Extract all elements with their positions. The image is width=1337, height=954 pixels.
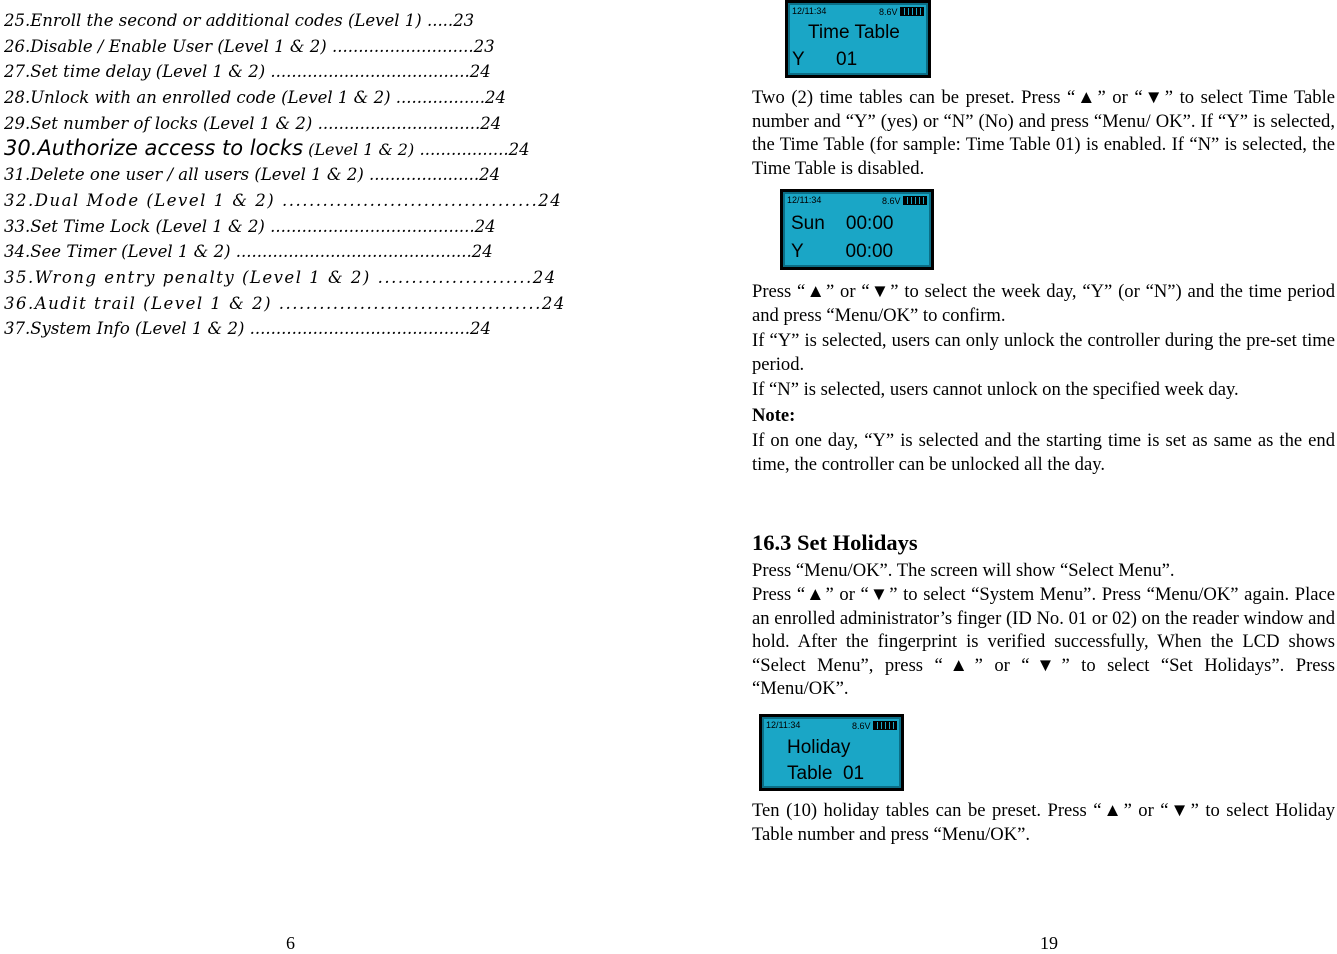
lcd-screen-week-day [780, 189, 934, 270]
lcd-screen-holiday [759, 714, 904, 791]
lcd-line-1: Time Table [808, 22, 900, 43]
table-of-contents [4, 8, 604, 342]
lcd-screen-time-table [785, 0, 931, 78]
lcd-time: 12/11:34 [792, 6, 827, 16]
lcd-status-bar [787, 195, 927, 206]
toc-entry: 31.Delete one user / all users (Level 1 & 2) .....................24 [4, 165, 501, 185]
paragraph: Press “Menu/OK”. The screen will show “Select Menu”. [752, 560, 1175, 581]
toc-entry: 34.See Timer (Level 1 & 2) .............................................24 [4, 242, 493, 262]
lcd-status-bar [766, 720, 897, 731]
toc-entry: 26.Disable / Enable User (Level 1 & 2) ...........................23 [4, 36, 495, 56]
page-number-left: 6 [286, 933, 295, 953]
toc-entry: 28.Unlock with an enrolled code (Level 1 & 2) .................24 [4, 88, 506, 108]
toc-entry: 36.Audit trail (Level 1 & 2) .......................................24 [4, 293, 566, 313]
paragraph: If “N” is selected, users cannot unlock on the specified week day. [752, 379, 1239, 400]
toc-entry: 25.Enroll the second or additional codes (Level 1) .....23 [4, 11, 475, 30]
paragraph: If on one day, “Y” is selected and the starting time is set as same as the end time, the controller can be unlocked all the day. [752, 430, 1335, 475]
lcd-voltage: 8.6V [881, 196, 901, 206]
lcd-time: 12/11:34 [787, 195, 822, 205]
paragraph: Two (2) time tables can be preset. Press “▲” or “▼” to select Time Table number and “Y” (yes) or “N” (No) and press “Menu/ OK”. If “Y” is selected, the Time Table (for sample: Time Table 01) is enabled. If “N” is selected, the Time Table is disabled. [752, 87, 1335, 179]
page-number-right: 19 [1040, 933, 1058, 953]
battery-icon [900, 7, 924, 16]
section-heading: 16.3 Set Holidays [752, 530, 918, 555]
paragraph: Press “▲” or “▼” to select “System Menu”. Press “Menu/OK” again. Place an enrolled administrator’s finger (ID No. 01 or 02) on the reader window and hold. After the fingerprint is verified successfully, When the LCD shows “Select Menu”, press “▲” or “▼” to select “Set Holidays”. Press “Menu/OK”. [752, 584, 1335, 700]
lcd-line-1: Holiday [787, 737, 851, 758]
toc-entry: 30.Authorize access to locks (Level 1 & 2) .................24 [4, 136, 530, 161]
note-label: Note: [752, 405, 796, 426]
lcd-status-bar [792, 6, 924, 17]
lcd-line-2: Y 01 [792, 49, 858, 70]
lcd-line-2: Table 01 [787, 763, 865, 784]
toc-entry: 35.Wrong entry penalty (Level 1 & 2) .......................24 [4, 267, 557, 287]
lcd-time: 12/11:34 [766, 720, 801, 730]
paragraph: Ten (10) holiday tables can be preset. Press “▲” or “▼” to select Holiday Table number and press “Menu/OK”. [752, 800, 1335, 845]
battery-icon [873, 721, 897, 730]
paragraph: If “Y” is selected, users can only unlock the controller during the pre-set time period. [752, 330, 1335, 375]
lcd-voltage: 8.6V [878, 7, 898, 17]
toc-entry: 32.Dual Mode (Level 1 & 2) ......................................24 [4, 190, 563, 210]
battery-icon [903, 196, 927, 205]
paragraph: Press “▲” or “▼” to select the week day, “Y” (or “N”) and the time period and press “Menu/OK” to confirm. [752, 281, 1335, 326]
toc-entry: 33.Set Time Lock (Level 1 & 2) .......................................24 [4, 216, 496, 236]
toc-entry: 27.Set time delay (Level 1 & 2) ......................................24 [4, 62, 491, 82]
lcd-voltage: 8.6V [851, 721, 871, 731]
lcd-line-1: Sun 00:00 [791, 213, 894, 234]
lcd-line-2: Y 00:00 [791, 241, 894, 262]
toc-entry: 37.System Info (Level 1 & 2) ..........................................24 [4, 319, 491, 339]
toc-entry: 29.Set number of locks (Level 1 & 2) ...............................24 [4, 113, 502, 133]
